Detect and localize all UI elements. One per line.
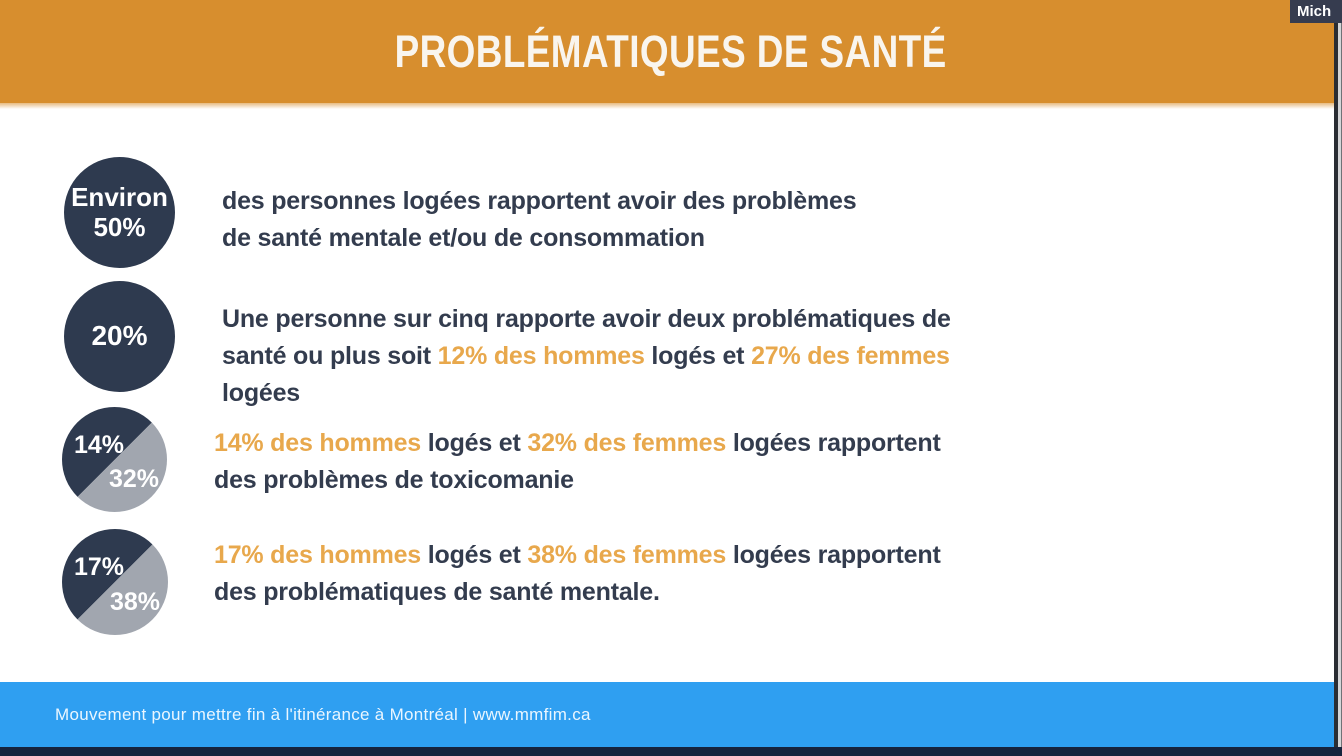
circle-label: 20% [91, 320, 148, 352]
bottom-bar [0, 747, 1342, 756]
text-segment: logées rapportent [726, 541, 941, 569]
stat-text-line [222, 338, 951, 375]
stat-circle-20-percent [64, 281, 175, 392]
text-segment: logées [222, 379, 300, 407]
women-percentage: 27% des femmes [751, 342, 950, 370]
circle-label-line1: Environ [71, 181, 168, 212]
women-circle-value: 32% [108, 465, 159, 494]
men-circle-value: 14% [74, 431, 125, 459]
circle-label-line2: 50% [93, 211, 146, 242]
text-segment: logées rapportent [726, 429, 941, 457]
men-circle-value: 17% [74, 553, 125, 581]
stat-text-line [222, 220, 856, 257]
footer-text: Mouvement pour mettre fin à l'itinérance à Montréal | www.mmfim.ca [55, 704, 591, 724]
text-segment: des personnes logées rapportent avoir des problèmes [222, 187, 857, 215]
women-percentage: 38% des femmes [527, 541, 727, 569]
stat-text-line [214, 537, 941, 574]
text-segment: Une personne sur cinq rapporte avoir deux problématiques de [222, 305, 951, 333]
stat-text-line [214, 574, 941, 611]
text-segment: des problèmes de toxicomanie [214, 466, 574, 494]
stat-text-row1 [222, 183, 856, 257]
men-percentage: 14% des hommes [214, 429, 422, 457]
stat-text-row2 [222, 301, 951, 412]
slide-header [0, 0, 1342, 103]
stat-circle-17-38-percent [62, 529, 168, 635]
participant-name-badge [1290, 0, 1342, 23]
window-right-edge [1334, 0, 1342, 756]
stat-circle-50-percent [64, 157, 175, 268]
stat-text-line [214, 425, 941, 462]
text-segment: de santé mentale et/ou de consommation [222, 224, 705, 252]
stat-text-line [222, 183, 856, 220]
stat-text-line [222, 375, 951, 412]
text-segment: des problématiques de santé mentale. [214, 578, 660, 606]
text-segment: santé ou plus soit [222, 342, 438, 370]
stat-text-line [214, 462, 941, 499]
stat-circle-14-32-percent [62, 407, 167, 512]
text-segment: logés et [421, 429, 528, 457]
women-circle-value: 38% [109, 588, 160, 617]
men-percentage: 12% des hommes [437, 342, 645, 370]
text-segment: logés et [644, 342, 752, 370]
stat-text-line [222, 301, 951, 338]
stat-text-row3 [214, 425, 941, 499]
text-segment: logés et [421, 541, 528, 569]
women-percentage: 32% des femmes [527, 429, 727, 457]
participant-name: Mich [1297, 3, 1332, 20]
men-percentage: 17% des hommes [214, 541, 422, 569]
stat-text-row4 [214, 537, 941, 611]
page-title: PROBLÉMATIQUES DE SANTÉ [394, 25, 948, 77]
slide-footer [0, 682, 1342, 747]
